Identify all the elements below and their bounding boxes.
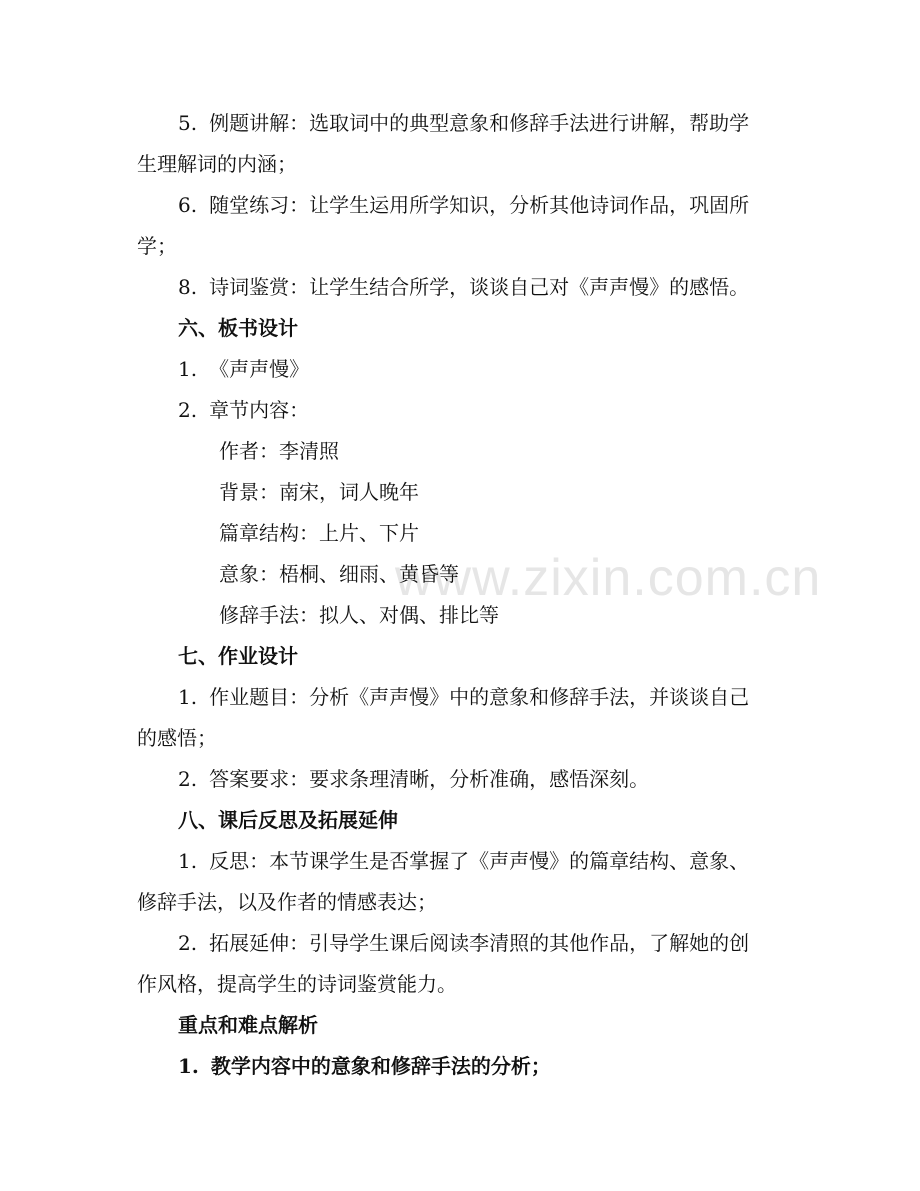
paragraph-line — [0, 890, 920, 914]
paragraph-text: 反思：本节课学生是否掌握了《声声慢》的篇章结构、意象、 — [209, 849, 750, 873]
section-heading: 六、板书设计 — [178, 316, 298, 340]
watermark: www.zixin.com.cn — [395, 549, 822, 607]
content-item: 篇章结构：上片、下片 — [219, 521, 419, 545]
paragraph-line — [0, 931, 920, 955]
paragraph-text: 章节内容： — [209, 398, 310, 422]
paragraph-line — [0, 357, 920, 381]
list-number: 8. — [178, 275, 198, 299]
paragraph-line — [0, 234, 920, 258]
paragraph-line — [0, 193, 920, 217]
paragraph-text: 学； — [137, 234, 177, 258]
list-number: 2. — [178, 931, 198, 955]
paragraph-text: 例题讲解：选取词中的典型意象和修辞手法进行讲解，帮助学 — [209, 111, 750, 135]
paragraph-line — [0, 152, 920, 176]
list-number: 2. — [178, 398, 198, 422]
section-heading: 八、课后反思及拓展延伸 — [178, 808, 398, 832]
list-number: 2. — [178, 767, 198, 791]
paragraph-text: 作风格，提高学生的诗词鉴赏能力。 — [137, 972, 457, 996]
list-number: 1. — [178, 357, 198, 381]
paragraph-text: 作业题目：分析《声声慢》中的意象和修辞手法，并谈谈自己 — [209, 685, 750, 709]
section-heading: 重点和难点解析 — [178, 1013, 318, 1037]
section-heading: 七、作业设计 — [178, 644, 298, 668]
paragraph-line — [0, 726, 920, 750]
paragraph-text: 修辞手法，以及作者的情感表达； — [137, 890, 437, 914]
paragraph-line — [0, 111, 920, 135]
content-item: 意象：梧桐、细雨、黄昏等 — [219, 562, 459, 586]
paragraph-line — [0, 972, 920, 996]
paragraph-text: 答案要求：要求条理清晰，分析准确，感悟深刻。 — [209, 767, 650, 791]
paragraph-line — [0, 275, 920, 299]
content-item: 背景：南宋，词人晚年 — [219, 480, 419, 504]
list-number: 1. — [178, 849, 198, 873]
paragraph-text: 教学内容中的意象和修辞手法的分析； — [210, 1054, 551, 1078]
content-item: 作者：李清照 — [219, 439, 339, 463]
paragraph-text: 生理解词的内涵； — [137, 152, 297, 176]
paragraph-line — [0, 1054, 920, 1078]
paragraph-text: 随堂练习：让学生运用所学知识，分析其他诗词作品，巩固所 — [209, 193, 750, 217]
paragraph-text: 的感悟； — [137, 726, 217, 750]
list-number: 5. — [178, 111, 198, 135]
paragraph-text: 拓展延伸：引导学生课后阅读李清照的其他作品，了解她的创 — [209, 931, 750, 955]
paragraph-line — [0, 767, 920, 791]
paragraph-line — [0, 685, 920, 709]
list-number: 6. — [178, 193, 198, 217]
paragraph-text: 《声声慢》 — [209, 357, 310, 381]
paragraph-line — [0, 398, 920, 422]
paragraph-line — [0, 849, 920, 873]
paragraph-text: 诗词鉴赏：让学生结合所学，谈谈自己对《声声慢》的感悟。 — [209, 275, 750, 299]
list-number: 1. — [178, 685, 198, 709]
list-number: 1. — [178, 1054, 199, 1078]
content-item: 修辞手法：拟人、对偶、排比等 — [219, 603, 499, 627]
